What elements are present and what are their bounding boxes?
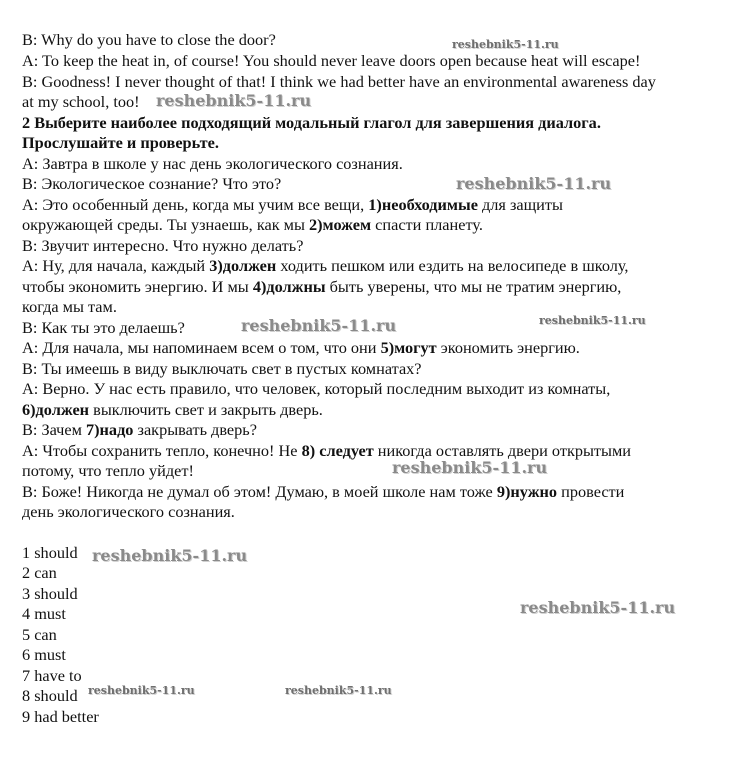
answer-gap: 6)должен <box>22 400 90 419</box>
answer-gap: 8) следует <box>301 441 374 460</box>
text-line: B: Goodness! I never thought of that! I think we had better have an environmental awareness day <box>22 72 656 91</box>
text-line: B: Why do you have to close the door? <box>22 30 276 49</box>
text-line: A: To keep the heat in, of course! You should never leave doors open because heat will escape! <box>22 51 641 70</box>
text-line: день экологического сознания. <box>22 502 235 521</box>
text-line: B: Боже! Никогда не думал об этом! Думаю, в моей школе нам тоже 9)нужно провести <box>22 482 625 501</box>
answer-gap: 5)могут <box>380 338 437 357</box>
answer-gap: 2)можем <box>309 215 372 234</box>
answer-item: 5 can <box>22 625 57 644</box>
text-line: A: Для начала, мы напоминаем всем о том, что они 5)могут экономить энергию. <box>22 338 580 357</box>
watermark: reshebnik5-11.ru <box>452 38 559 51</box>
watermark: reshebnik5-11.ru <box>285 684 392 697</box>
answer-item: 1 should <box>22 543 78 562</box>
text-line: A: Чтобы сохранить тепло, конечно! Не 8) следует никогда оставлять двери открытыми <box>22 441 632 460</box>
answer-gap: 9)нужно <box>496 482 558 501</box>
text-line: B: Звучит интересно. Что нужно делать? <box>22 236 304 255</box>
watermark: reshebnik5-11.ru <box>456 174 612 193</box>
task-heading: Прослушайте и проверьте. <box>22 133 219 152</box>
answer-gap: 4)должны <box>252 277 326 296</box>
answer-item: 4 must <box>22 604 66 623</box>
text-line: B: Зачем 7)надо закрывать дверь? <box>22 420 257 439</box>
text-line: A: Ну, для начала, каждый 3)должен ходить пешком или ездить на велосипеде в школу, <box>22 256 629 275</box>
answer-item: 6 must <box>22 645 66 664</box>
answer-gap: 7)надо <box>85 420 134 439</box>
answer-item: 3 should <box>22 584 78 603</box>
answer-item: 2 can <box>22 563 57 582</box>
watermark: reshebnik5-11.ru <box>88 684 195 697</box>
text-line: чтобы экономить энергию. И мы 4)должны быть уверены, что мы не тратим энергию, <box>22 277 622 296</box>
text-line: B: Ты имеешь в виду выключать свет в пустых комнатах? <box>22 359 422 378</box>
text-line: B: Как ты это делаешь? <box>22 318 185 337</box>
text-line: B: Экологическое сознание? Что это? <box>22 174 282 193</box>
text-line: A: Завтра в школе у нас день экологического сознания. <box>22 154 403 173</box>
text-line: когда мы там. <box>22 297 117 316</box>
watermark: reshebnik5-11.ru <box>392 458 548 477</box>
text-line: A: Верно. У нас есть правило, что человек, который последним выходит из комнаты, <box>22 379 611 398</box>
watermark: reshebnik5-11.ru <box>92 546 248 565</box>
text-line: at my school, too! <box>22 92 140 111</box>
watermark: reshebnik5-11.ru <box>156 91 312 110</box>
answer-gap: 1)необходимые <box>368 195 478 214</box>
watermark: reshebnik5-11.ru <box>241 316 397 335</box>
watermark: reshebnik5-11.ru <box>520 598 676 617</box>
watermark: reshebnik5-11.ru <box>539 314 646 327</box>
text-line: окружающей среды. Ты узнаешь, как мы 2)можем спасти планету. <box>22 215 483 234</box>
text-line: потому, что тепло уйдет! <box>22 461 194 480</box>
answer-item: 8 should <box>22 686 78 705</box>
task-heading: 2 Выберите наиболее подходящий модальный глагол для завершения диалога. <box>22 113 601 132</box>
text-line: A: Это особенный день, когда мы учим все вещи, 1)необходимые для защиты <box>22 195 563 214</box>
answer-gap: 3)должен <box>209 256 277 275</box>
text-line: 6)должен выключить свет и закрыть дверь. <box>22 400 323 419</box>
answer-item: 9 had better <box>22 707 99 726</box>
answer-item: 7 have to <box>22 666 82 685</box>
